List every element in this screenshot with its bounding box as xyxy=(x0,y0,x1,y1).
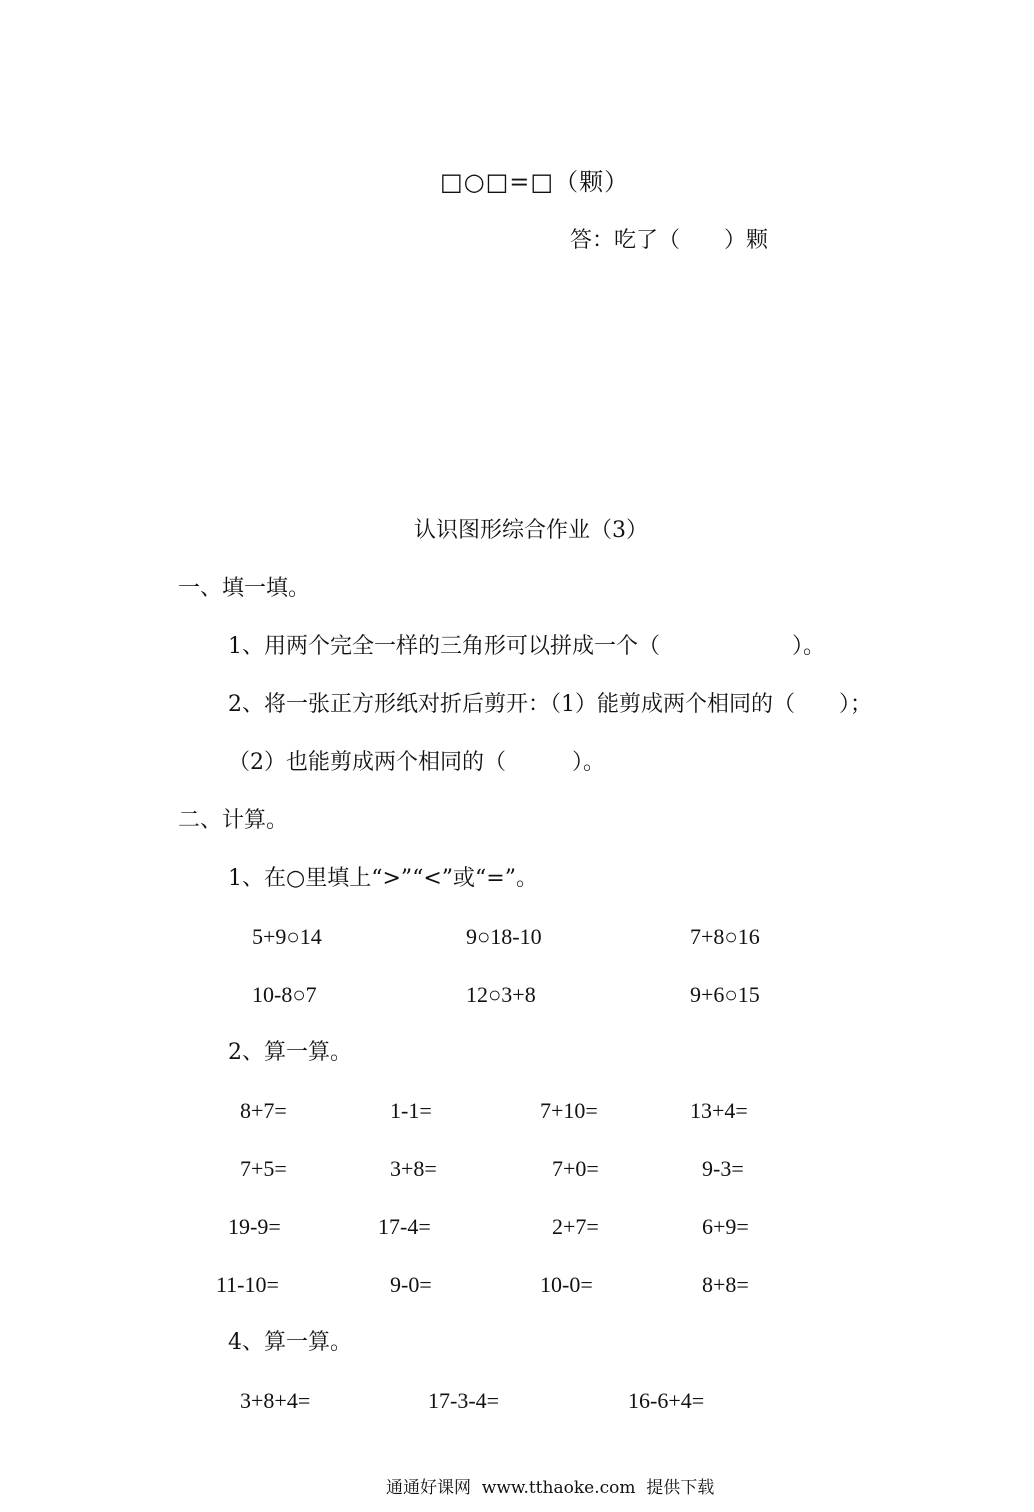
calc-item: 7+10= xyxy=(540,1098,598,1123)
answer-line: 答：吃了（ ）颗 xyxy=(570,228,769,253)
calc-item: 19-9= xyxy=(228,1214,281,1239)
compare-item: 12○3+8 xyxy=(466,982,536,1007)
equation-boxes: □○□=□（颗） xyxy=(440,168,630,196)
question-2-2-prompt: 2、算一算。 xyxy=(228,1040,352,1065)
calc-item: 9-3= xyxy=(702,1156,744,1181)
question-1-1: 1、用两个完全一样的三角形可以拼成一个（ ）。 xyxy=(228,634,825,659)
calc-item: 3+8= xyxy=(390,1156,437,1181)
question-2-4-prompt: 4、算一算。 xyxy=(228,1330,352,1355)
calc-item: 13+4= xyxy=(690,1098,748,1123)
compare-item: 5+9○14 xyxy=(252,924,322,949)
footer-text: 通通好课网 www.tthaoke.com 提供下载 xyxy=(386,1478,715,1498)
calc-item: 7+0= xyxy=(552,1156,599,1181)
calc-item: 7+5= xyxy=(240,1156,287,1181)
chain-calc-item: 16-6+4= xyxy=(628,1388,705,1413)
calc-item: 10-0= xyxy=(540,1272,593,1297)
calc-item: 2+7= xyxy=(552,1214,599,1239)
compare-item: 7+8○16 xyxy=(690,924,760,949)
section2-heading: 二、计算。 xyxy=(178,808,289,833)
compare-item: 9+6○15 xyxy=(690,982,760,1007)
compare-item: 9○18-10 xyxy=(466,924,542,949)
chain-calc-item: 3+8+4= xyxy=(240,1388,311,1413)
compare-item: 10-8○7 xyxy=(252,982,317,1007)
calc-item: 6+9= xyxy=(702,1214,749,1239)
section1-heading: 一、填一填。 xyxy=(178,576,311,601)
chain-calc-item: 17-3-4= xyxy=(428,1388,500,1413)
question-1-2-line1: 2、将一张正方形纸对折后剪开：（1）能剪成两个相同的（ ）； xyxy=(228,692,872,717)
calc-item: 11-10= xyxy=(216,1272,279,1297)
question-2-1-prompt: 1、在○里填上“>”“<”或“=”。 xyxy=(228,866,538,891)
calc-item: 8+8= xyxy=(702,1272,749,1297)
calc-item: 9-0= xyxy=(390,1272,432,1297)
question-1-2-line2: （2）也能剪成两个相同的（ ）。 xyxy=(228,750,605,775)
calc-item: 8+7= xyxy=(240,1098,287,1123)
calc-item: 17-4= xyxy=(378,1214,431,1239)
calc-item: 1-1= xyxy=(390,1098,432,1123)
page-title: 认识图形综合作业（3） xyxy=(414,518,648,543)
